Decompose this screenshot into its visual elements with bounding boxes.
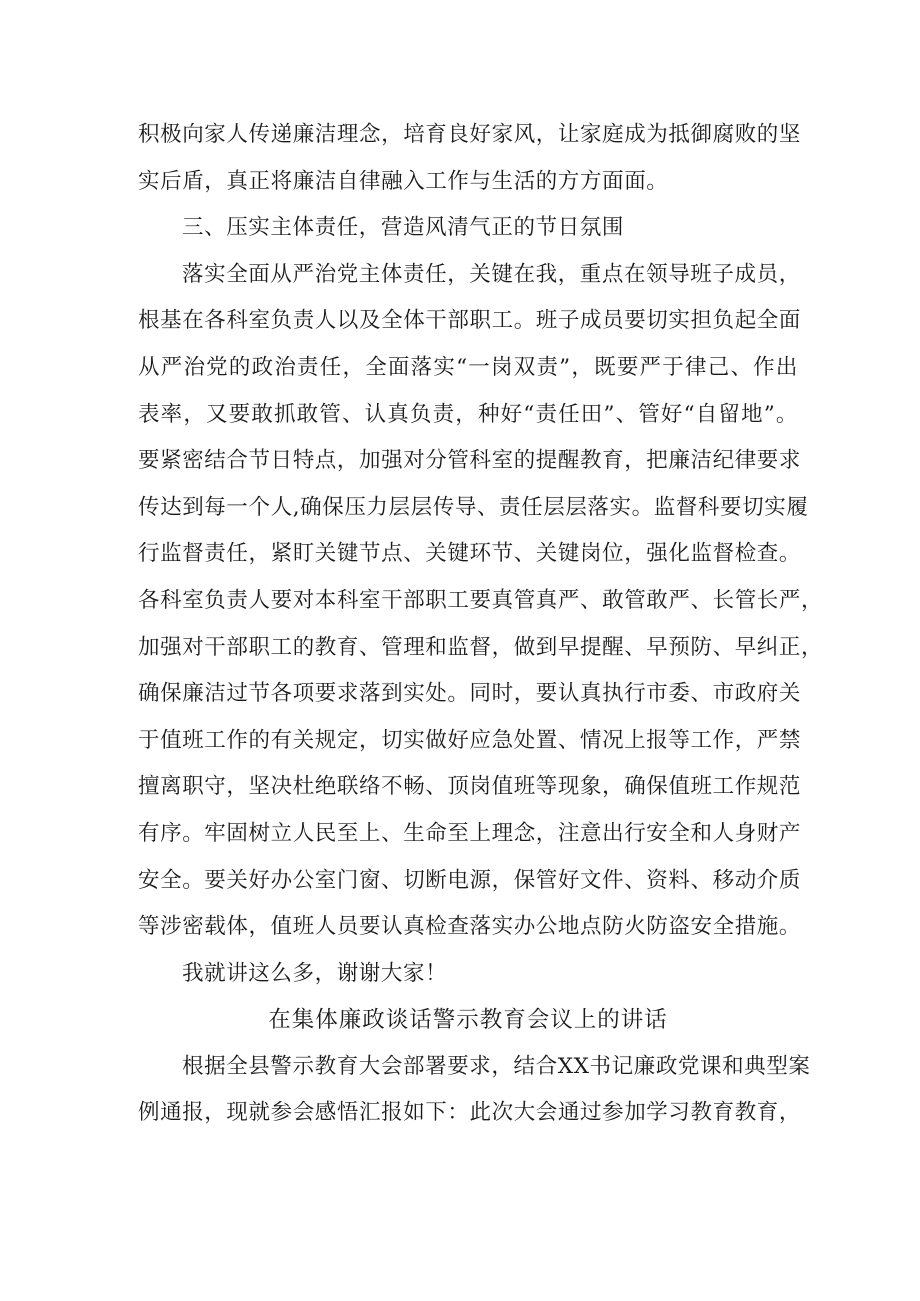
paragraph-line: 积极向家人传递廉洁理念，培育良好家风，让家庭成为抵御腐败的坚	[138, 122, 802, 147]
paragraph-line: 有序。牢固树立人民至上、生命至上理念，注意出行安全和人身财产	[138, 820, 802, 846]
paragraph-line: 从严治党的政治责任，全面落实“一岗双责”，既要严于律己、作出	[138, 354, 798, 380]
paragraph-line: 落实全面从严治党主体责任，关键在我，重点在领导班子成员，	[182, 261, 801, 287]
paragraph-line: 加强对干部职工的教育、管理和监督，做到早提醒、早预防、早纠正，	[138, 634, 824, 660]
section-heading: 三、压实主体责任，营造风清气正的节日氛围	[182, 215, 625, 241]
paragraph-line: 擅离职守，坚决杜绝联络不畅、顶岗值班等现象，确保值班工作规范	[138, 774, 802, 800]
paragraph-line: 根据全县警示教育大会部署要求，结合XX书记廉政党课和典型案	[182, 1053, 811, 1079]
paragraph-line: 例通报，现就参会感悟汇报如下：此次大会通过参加学习教育教育，	[138, 1100, 802, 1126]
paragraph-line: 各科室负责人要对本科室干部职工要真管真严、敢管敢严、长管长严，	[138, 587, 824, 613]
paragraph-line: 根基在各科室负责人以及全体干部职工。班子成员要切实担负起全面	[138, 308, 802, 334]
closing-remark: 我就讲这么多，谢谢大家！	[182, 960, 448, 986]
paragraph-line: 实后盾，真正将廉洁自律融入工作与生活的方方面面。	[138, 168, 669, 194]
paragraph-line: 要紧密结合节日特点，加强对分管科室的提醒教育，把廉洁纪律要求	[138, 448, 802, 474]
paragraph-line: 行监督责任，紧盯关键节点、关键环节、关键岗位，强化监督检查。	[138, 541, 802, 567]
paragraph-line: 安全。要关好办公室门窗、切断电源，保管好文件、资料、移动介质	[138, 867, 802, 893]
paragraph-line: 于值班工作的有关规定，切实做好应急处置、情况上报等工作，严禁	[138, 727, 802, 753]
paragraph-line: 表率，又要敢抓敢管、认真负责，种好“责任田”、管好“自留地”。	[138, 401, 798, 427]
paragraph-line: 传达到每一个人,确保压力层层传导、责任层层落实。监督科要切实履	[138, 494, 809, 520]
paragraph-line: 等涉密载体，值班人员要认真检查落实办公地点防火防盗安全措施。	[138, 914, 802, 940]
paragraph-line: 确保廉洁过节各项要求落到实处。同时，要认真执行市委、市政府关	[138, 681, 802, 707]
speech-title: 在集体廉政谈话警示教育会议上的讲话	[268, 1007, 668, 1034]
document-body	[138, 112, 824, 1137]
